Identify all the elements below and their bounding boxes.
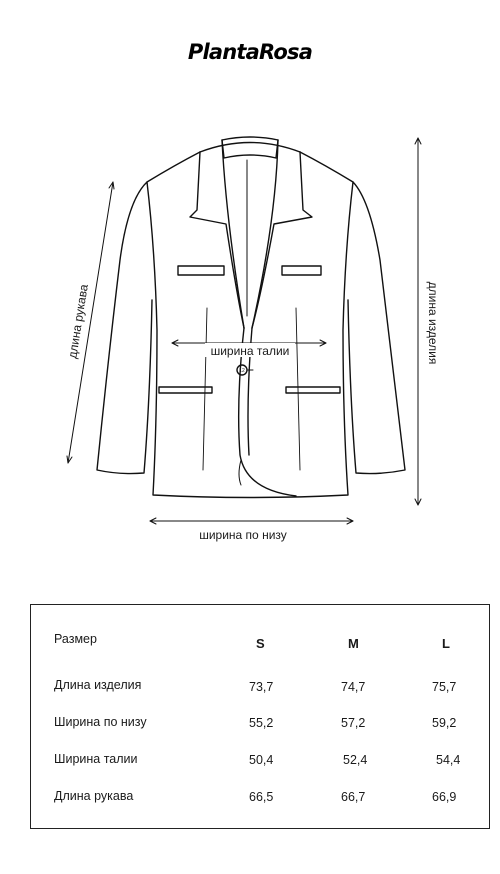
row-label-waist: Ширина талии: [54, 752, 138, 766]
size-l-header: L: [442, 636, 450, 651]
row-sleeve-l: 66,9: [432, 790, 457, 804]
row-waist-m: 52,4: [343, 753, 368, 767]
row-label-length: Длина изделия: [54, 678, 142, 692]
hem-width-label: ширина по низу: [199, 528, 287, 542]
row-length-m: 74,7: [341, 680, 366, 694]
row-length-l: 75,7: [432, 680, 457, 694]
garment-length-arrow: [415, 138, 421, 505]
button-size-label: 12: [239, 368, 245, 374]
row-hem-m: 57,2: [341, 716, 366, 730]
jacket-outline: [97, 137, 405, 498]
sleeve-length-label: длина рукава: [65, 283, 91, 360]
row-waist-s: 50,4: [249, 753, 274, 767]
brand-logo: PlantaRosa: [187, 40, 313, 64]
size-table: [30, 604, 490, 829]
row-hem-s: 55,2: [249, 716, 274, 730]
row-label-sleeve: Длина рукава: [54, 789, 134, 803]
size-m-header: M: [348, 636, 359, 651]
row-waist-l: 54,4: [436, 753, 461, 767]
row-hem-l: 59,2: [432, 716, 457, 730]
waist-width-label: ширина талии: [210, 344, 290, 358]
row-label-hem: Ширина по низу: [54, 715, 147, 729]
size-s-header: S: [256, 636, 265, 651]
row-sleeve-s: 66,5: [249, 790, 274, 804]
row-length-s: 73,7: [249, 680, 274, 694]
size-header-label: Размер: [54, 632, 97, 646]
hem-width-arrow: [150, 518, 353, 524]
row-sleeve-m: 66,7: [341, 790, 366, 804]
garment-length-label: длина изделия: [426, 281, 440, 365]
